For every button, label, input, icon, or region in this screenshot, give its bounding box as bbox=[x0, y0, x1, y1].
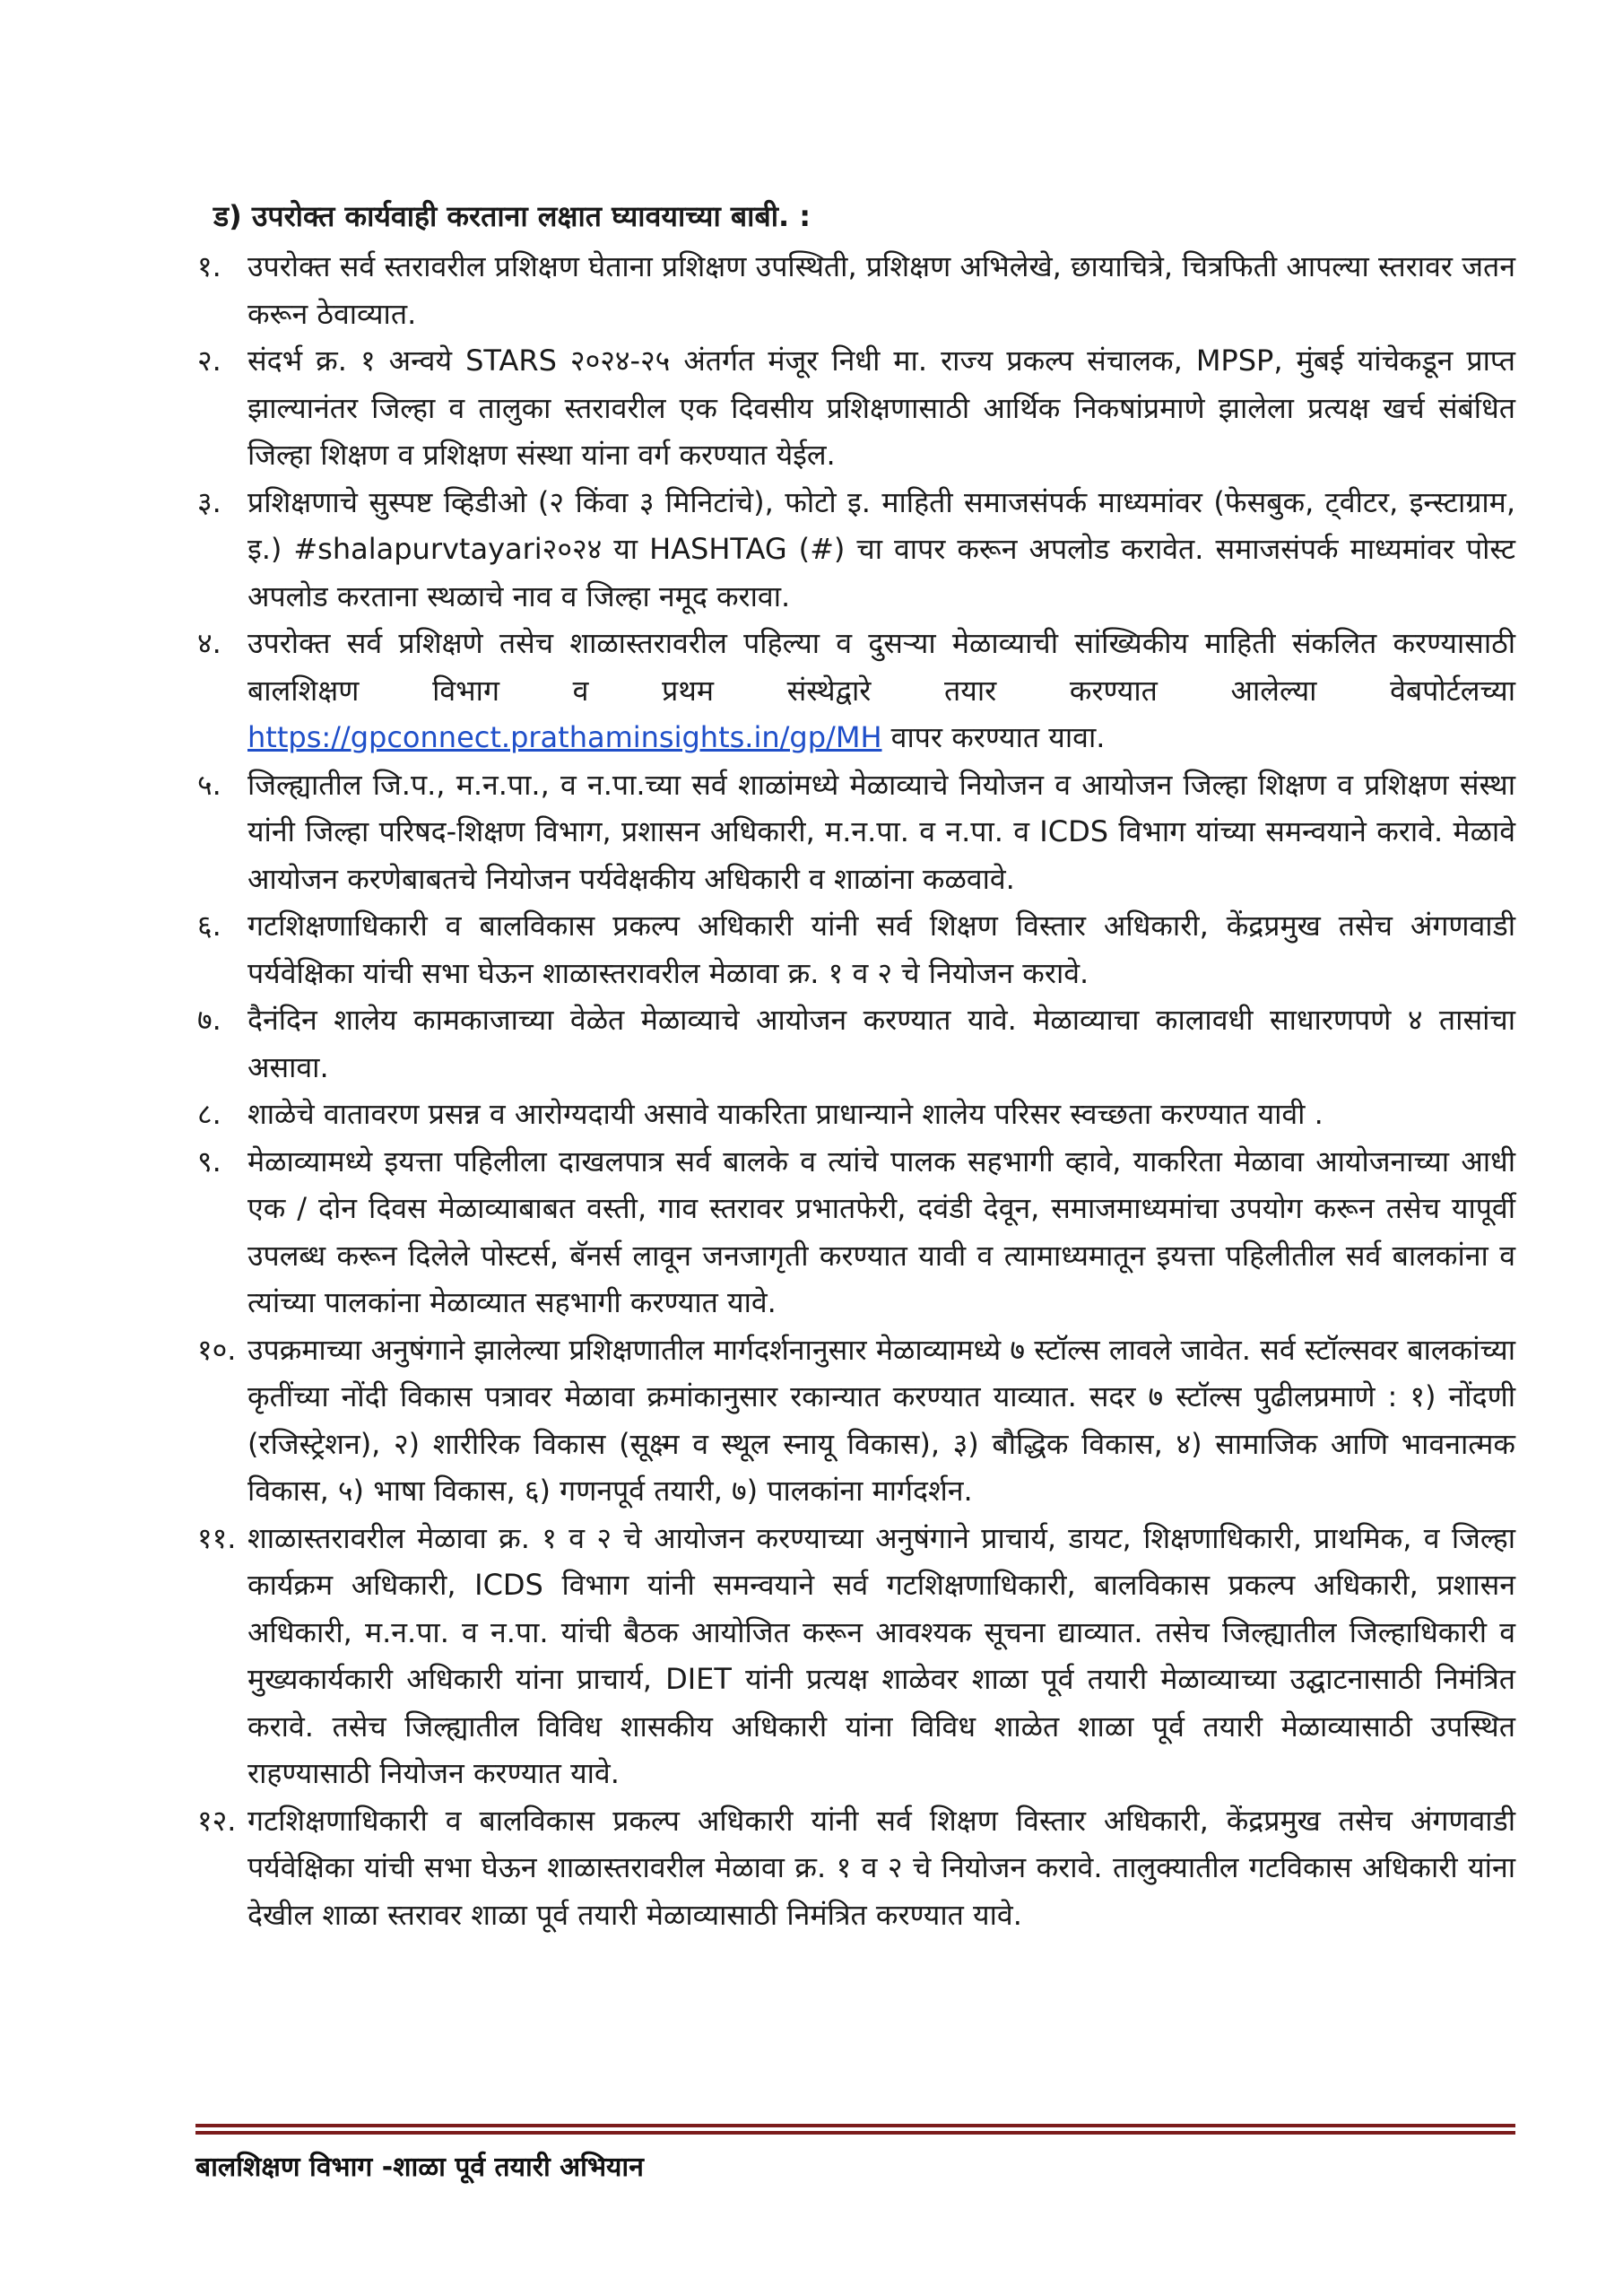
list-item bbox=[197, 996, 1515, 1091]
point-number: ११. bbox=[197, 1520, 237, 1555]
list-item bbox=[197, 761, 1515, 903]
point-text: उपक्रमाच्या अनुषंगाने झालेल्या प्रशिक्षणातील मार्गदर्शनानुसार मेळाव्यामध्ये ७ स्टॉल्स लावले जावेत. सर्व स्टॉल्सवर बालकांच्या कृतींच्या नोंदी विकास पत्रावर मेळावा क्रमांकानुसार रकान्यात करण्यात याव्यात. सदर ७ स्टॉल्स पुढीलप्रमाणे : १) नोंदणी (रजिस्ट्रेशन), २) शारीरिक विकास (सूक्ष्म व स्थूल स्नायू विकास), ३) बौद्धिक विकास, ४) सामाजिक आणि भावनात्मक विकास, ५) भाषा विकास, ६) गणनपूर्व तयारी, ७) पालकांना मार्गदर्शन. bbox=[247, 1332, 1515, 1508]
point-number: ८. bbox=[197, 1097, 221, 1131]
list-item bbox=[197, 1091, 1515, 1138]
point-number: १२. bbox=[197, 1803, 237, 1838]
list-item bbox=[197, 1515, 1515, 1797]
point-number: १०. bbox=[197, 1332, 237, 1367]
point-text: गटशिक्षणाधिकारी व बालविकास प्रकल्प अधिकारी यांनी सर्व शिक्षण विस्तार अधिकारी, केंद्रप्रमुख तसेच अंगणवाडी पर्यवेक्षिका यांची सभा घेऊन शाळास्तरावरील मेळावा क्र. १ व २ चे नियोजन करावे. bbox=[247, 909, 1515, 990]
list-item bbox=[197, 243, 1515, 337]
footer-divider-top bbox=[195, 2124, 1515, 2127]
webportal-link[interactable]: https://gpconnect.prathaminsights.in/gp/MH bbox=[247, 720, 882, 754]
footer-title: बालशिक्षण विभाग -शाळा पूर्व तयारी अभियान bbox=[195, 2152, 644, 2183]
list-item bbox=[197, 1797, 1515, 1939]
point-text bbox=[247, 620, 1515, 761]
point-text: प्रशिक्षणाचे सुस्पष्ट व्हिडीओ (२ किंवा ३ मिनिटांचे), फोटो इ. माहिती समाजसंपर्क माध्यमांवर (फेसबुक, ट्वीटर, इन्स्टाग्राम, इ.) #shalapurvtayari२०२४ या HASHTAG (#) चा वापर करून अपलोड करावेत. समाजसंपर्क माध्यमांवर पोस्ट अपलोड करताना स्थळाचे नाव व जिल्हा नमूद करावा. bbox=[247, 484, 1515, 613]
point-number: ४. bbox=[197, 626, 221, 660]
list-item bbox=[197, 479, 1515, 621]
list-item bbox=[197, 337, 1515, 479]
point-number: १. bbox=[197, 249, 221, 283]
document-content bbox=[197, 193, 1515, 1938]
point-text: संदर्भ क्र. १ अन्वये STARS २०२४-२५ अंतर्गत मंजूर निधी मा. राज्य प्रकल्प संचालक, MPSP, मुंबई यांचेकडून प्राप्त झाल्यानंतर जिल्हा व तालुका स्तरावरील एक दिवसीय प्रशिक्षणासाठी आर्थिक निकषांप्रमाणे झालेला प्रत्यक्ष खर्च संबंधित जिल्हा शिक्षण व प्रशिक्षण संस्था यांना वर्ग करण्यात येईल. bbox=[247, 344, 1515, 472]
list-item bbox=[197, 902, 1515, 996]
point-text-before-link: उपरोक्त सर्व प्रशिक्षणे तसेच शाळास्तरावरील पहिल्या व दुसऱ्या मेळाव्याची सांख्यिकीय माहिती संकलित करण्यासाठी बालशिक्षण विभाग व प्रथम संस्थेद्वारे तयार करण्यात आलेल्या वेबपोर्टलच्या bbox=[247, 626, 1515, 708]
list-item bbox=[197, 1138, 1515, 1326]
point-text-after-link: वापर करण्यात यावा. bbox=[881, 720, 1106, 754]
point-number: ७. bbox=[197, 1003, 221, 1037]
point-text: मेळाव्यामध्ये इयत्ता पहिलीला दाखलपात्र सर्व बालके व त्यांचे पालक सहभागी व्हावे, याकरिता मेळावा आयोजनाच्या आधी एक / दोन दिवस मेळाव्याबाबत वस्ती, गाव स्तरावर प्रभातफेरी, दवंडी देवून, समाजमाध्यमांचा उपयोग करून तसेच यापूर्वी उपलब्ध करून दिलेले पोस्टर्स, बॅनर्स लावून जनजागृती करण्यात यावी व त्यामाध्यमातून इयत्ता पहिलीतील सर्व बालकांना व त्यांच्या पालकांना मेळाव्यात सहभागी करण्यात यावे. bbox=[247, 1144, 1515, 1319]
point-text: उपरोक्त सर्व स्तरावरील प्रशिक्षण घेताना प्रशिक्षण उपस्थिती, प्रशिक्षण अभिलेखे, छायाचित्रे, चित्रफिती आपल्या स्तरावर जतन करून ठेवाव्यात. bbox=[247, 249, 1515, 331]
point-text: गटशिक्षणाधिकारी व बालविकास प्रकल्प अधिकारी यांनी सर्व शिक्षण विस्तार अधिकारी, केंद्रप्रमुख तसेच अंगणवाडी पर्यवेक्षिका यांची सभा घेऊन शाळास्तरावरील मेळावा क्र. १ व २ चे नियोजन करावे. तालुक्यातील गटविकास अधिकारी यांना देखील शाळा स्तरावर शाळा पूर्व तयारी मेळाव्यासाठी निमंत्रित करण्यात यावे. bbox=[247, 1803, 1515, 1932]
point-number: ३. bbox=[197, 484, 221, 519]
instruction-list bbox=[197, 243, 1515, 1938]
list-item bbox=[197, 1326, 1515, 1515]
point-number: ५. bbox=[197, 767, 221, 802]
point-text: शाळेचे वातावरण प्रसन्न व आरोग्यदायी असावे याकरिता प्राधान्याने शालेय परिसर स्वच्छता करण्यात यावी . bbox=[247, 1097, 1324, 1131]
point-number: ६. bbox=[197, 909, 221, 943]
list-item bbox=[197, 620, 1515, 761]
footer-divider-bottom bbox=[195, 2131, 1515, 2135]
point-number: २. bbox=[197, 344, 221, 378]
point-text: शाळास्तरावरील मेळावा क्र. १ व २ चे आयोजन करण्याच्या अनुषंगाने प्राचार्य, डायट, शिक्षणाधिकारी, प्राथमिक, व जिल्हा कार्यक्रम अधिकारी, ICDS विभाग यांनी समन्वयाने सर्व गटशिक्षणाधिकारी, बालविकास प्रकल्प अधिकारी, प्रशासन अधिकारी, म.न.पा. व न.पा. यांची बैठक आयोजित करून आवश्यक सूचना द्याव्यात. तसेच जिल्ह्यातील जिल्हाधिकारी व मुख्यकार्यकारी अधिकारी यांना प्राचार्य, DIET यांनी प्रत्यक्ष शाळेवर शाळा पूर्व तयारी मेळाव्याच्या उद्घाटनासाठी निमंत्रित करावे. तसेच जिल्ह्यातील विविध शासकीय अधिकारी यांना विविध शाळेत शाळा पूर्व तयारी मेळाव्यासाठी उपस्थित राहण्यासाठी नियोजन करण्यात यावे. bbox=[247, 1520, 1515, 1790]
point-text: जिल्ह्यातील जि.प., म.न.पा., व न.पा.च्या सर्व शाळांमध्ये मेळाव्याचे नियोजन व आयोजन जिल्हा शिक्षण व प्रशिक्षण संस्था यांनी जिल्हा परिषद-शिक्षण विभाग, प्रशासन अधिकारी, म.न.पा. व न.पा. व ICDS विभाग यांच्या समन्वयाने करावे. मेळावे आयोजन करणेबाबतचे नियोजन पर्यवेक्षकीय अधिकारी व शाळांना कळवावे. bbox=[247, 767, 1515, 896]
point-number: ९. bbox=[197, 1144, 221, 1178]
point-text: दैनंदिन शालेय कामकाजाच्या वेळेत मेळाव्याचे आयोजन करण्यात यावे. मेळाव्याचा कालावधी साधारणपणे ४ तासांचा असावा. bbox=[247, 1003, 1515, 1084]
section-heading: ड) उपरोक्त कार्यवाही करताना लक्षात घ्यावयाच्या बाबी. : bbox=[213, 199, 812, 233]
